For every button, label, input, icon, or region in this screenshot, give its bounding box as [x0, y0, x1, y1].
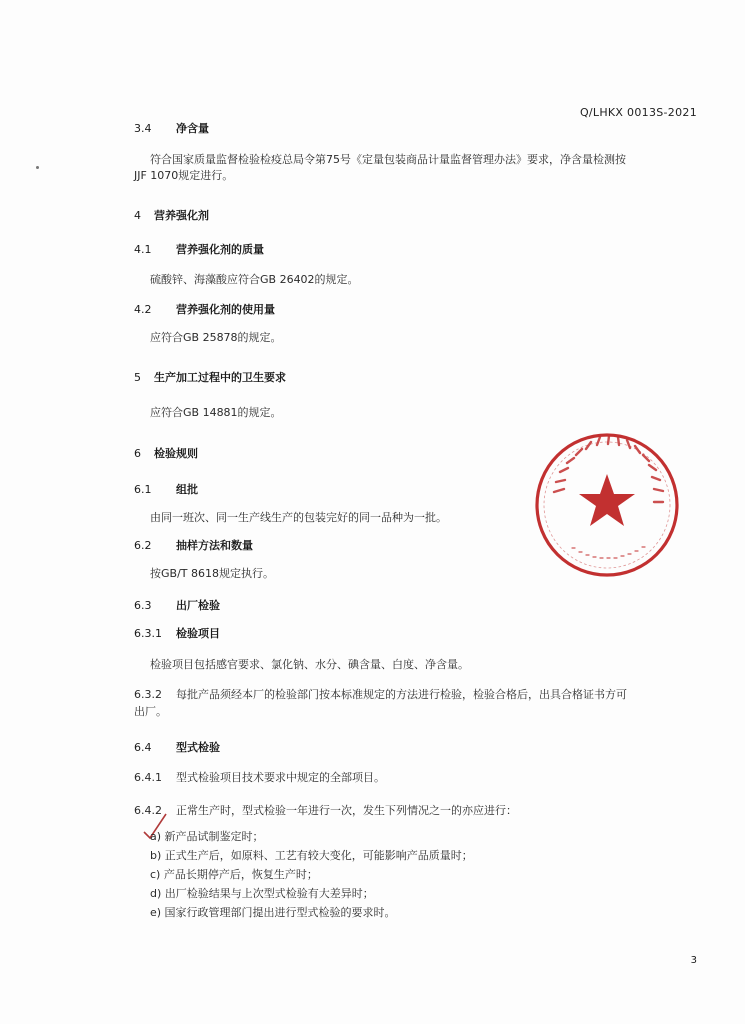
- section-number: 6.4.1: [134, 771, 162, 784]
- section-title: 检验规则: [154, 447, 198, 460]
- section-number: 4.2: [134, 303, 152, 316]
- section-title: 组批: [176, 483, 198, 496]
- para-6-1: 由同一班次、同一生产线生产的包装完好的同一品种为一批。: [150, 511, 447, 524]
- heading-3-4: [134, 121, 209, 137]
- section-title: 型式检验: [176, 741, 220, 754]
- section-number: 6.2: [134, 539, 152, 552]
- heading-6-4: [134, 740, 220, 756]
- para-6-3-1: 检验项目包括感官要求、氯化钠、水分、碘含量、白度、净含量。: [150, 658, 469, 671]
- heading-6-3-1: [134, 626, 220, 642]
- para-3-4-line2: JJF 1070规定进行。: [134, 169, 234, 182]
- section-number: 6.3.2: [134, 688, 162, 701]
- section-number: 6: [134, 447, 141, 460]
- section-title: 检验项目: [176, 627, 220, 640]
- section-title: 营养强化剂: [154, 209, 209, 222]
- paragraph-text: 正常生产时，型式检验一年进行一次，发生下列情况之一的亦应进行：: [176, 804, 517, 817]
- company-seal-stamp: [532, 430, 682, 580]
- list-item: b) 正式生产后，如原料、工艺有较大变化，可能影响产品质量时；: [150, 849, 473, 862]
- section-number: 5: [134, 371, 141, 384]
- scan-speck: [36, 166, 39, 169]
- para-6-3-2-line2: 出厂。: [134, 705, 167, 718]
- document-code: Q/LHKX 0013S-2021: [579, 106, 697, 119]
- section-number: 4.1: [134, 243, 152, 256]
- section-number: 6.1: [134, 483, 152, 496]
- heading-5: [134, 370, 286, 386]
- heading-4-2: [134, 302, 275, 318]
- section-number: 6.3: [134, 599, 152, 612]
- heading-6-3: [134, 598, 220, 614]
- heading-4: [134, 208, 209, 224]
- heading-6-1: [134, 482, 198, 498]
- list-item: d) 出厂检验结果与上次型式检验有大差异时；: [150, 887, 374, 900]
- para-3-4-line1: 符合国家质量监督检验检疫总局令第75号《定量包装商品计量监督管理办法》要求，净含量检测按: [150, 153, 626, 166]
- section-number: 4: [134, 209, 141, 222]
- section-number: 6.3.1: [134, 627, 162, 640]
- para-6-4-2: [134, 803, 517, 819]
- para-6-3-2-line1: [134, 687, 627, 703]
- section-title: 出厂检验: [176, 599, 220, 612]
- section-title: 营养强化剂的使用量: [176, 303, 275, 316]
- list-item: e) 国家行政管理部门提出进行型式检验的要求时。: [150, 906, 396, 919]
- list-item: c) 产品长期停产后，恢复生产时；: [150, 868, 318, 881]
- heading-6-2: [134, 538, 253, 554]
- section-title: 生产加工过程中的卫生要求: [154, 371, 286, 384]
- section-number: 6.4.2: [134, 804, 162, 817]
- para-4-2: 应符合GB 25878的规定。: [150, 331, 282, 344]
- heading-6: [134, 446, 198, 462]
- heading-4-1: [134, 242, 264, 258]
- section-number: 3.4: [134, 122, 152, 135]
- paragraph-text: 每批产品须经本厂的检验部门按本标准规定的方法进行检验，检验合格后，出具合格证书方可: [176, 688, 627, 701]
- para-6-4-1: [134, 770, 385, 786]
- para-6-2: 按GB/T 8618规定执行。: [150, 567, 274, 580]
- section-title: 营养强化剂的质量: [176, 243, 264, 256]
- section-title: 净含量: [176, 122, 209, 135]
- section-number: 6.4: [134, 741, 152, 754]
- para-4-1: 硫酸锌、海藻酸应符合GB 26402的规定。: [150, 273, 359, 286]
- paragraph-text: 型式检验项目技术要求中规定的全部项目。: [176, 771, 385, 784]
- page-number: 3: [690, 955, 697, 966]
- list-item: a) 新产品试制鉴定时；: [150, 830, 264, 843]
- section-title: 抽样方法和数量: [176, 539, 253, 552]
- para-5: 应符合GB 14881的规定。: [150, 406, 282, 419]
